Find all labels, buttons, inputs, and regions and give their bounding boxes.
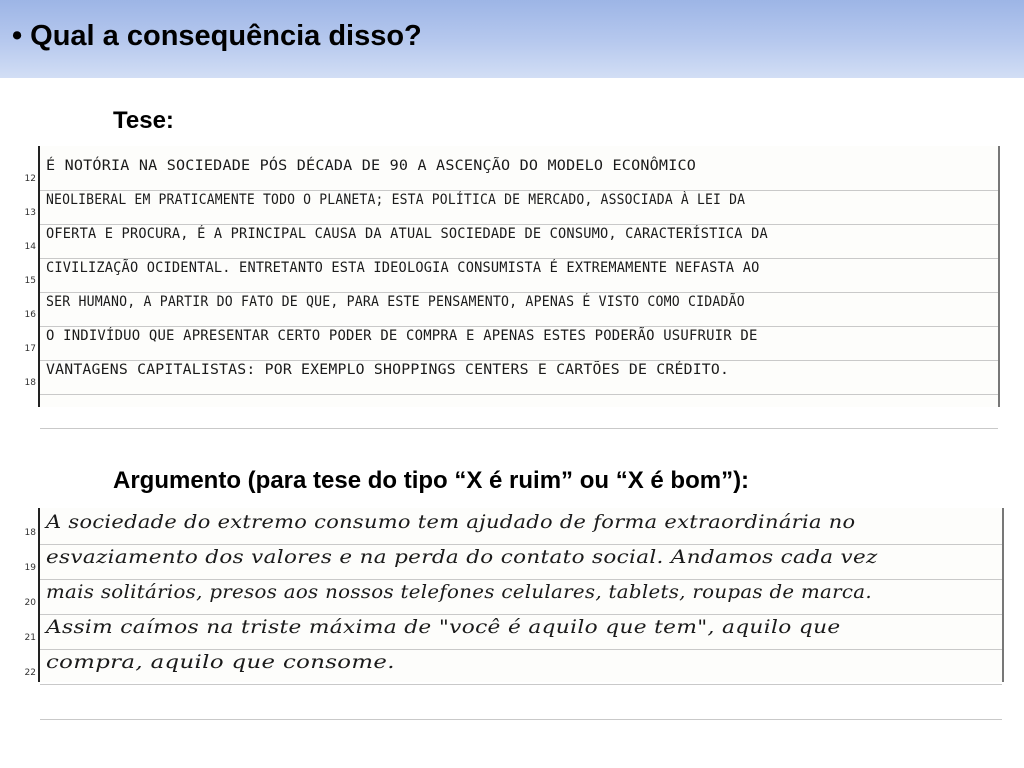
ruled-line <box>40 649 1002 650</box>
line-number: 20 <box>24 598 36 608</box>
thesis-handwriting-image <box>24 146 1000 407</box>
handwritten-line: VANTAGENS CAPITALISTAS: POR EXEMPLO SHOPPINGS CENTERS E CARTÕES DE CRÉDITO. <box>46 362 730 378</box>
thesis-label: Tese: <box>113 107 174 134</box>
line-number: 21 <box>24 633 36 643</box>
line-number: 13 <box>24 208 36 218</box>
ruled-line <box>40 258 998 259</box>
line-number: 22 <box>24 668 36 678</box>
slide-title-text: Qual a consequência disso? <box>30 20 422 52</box>
ruled-line <box>40 326 998 327</box>
line-number: 16 <box>24 310 36 320</box>
ruled-line <box>40 224 998 225</box>
line-number: 17 <box>24 344 36 354</box>
ruled-line <box>40 360 998 361</box>
line-number: 18 <box>24 378 36 388</box>
slide-title <box>12 20 422 53</box>
argument-label: Argumento (para tese do tipo “X é ruim” ou “X é bom”): <box>113 467 750 494</box>
handwritten-line: É NOTÓRIA NA SOCIEDADE PÓS DÉCADA DE 90 A ASCENÇÃO DO MODELO ECONÔMICO <box>46 158 697 174</box>
ruled-line <box>40 579 1002 580</box>
argument-handwriting-image <box>24 508 1004 682</box>
ruled-line <box>40 428 998 429</box>
ruled-line <box>40 190 998 191</box>
handwritten-line: A sociedade do extremo consumo tem ajudado de forma extraordinária no <box>46 511 856 533</box>
line-number: 14 <box>24 242 36 252</box>
ruled-line <box>40 684 1002 685</box>
line-number: 15 <box>24 276 36 286</box>
bullet-icon: • <box>12 20 23 52</box>
ruled-line <box>40 394 998 395</box>
handwritten-line: CIVILIZAÇÃO OCIDENTAL. ENTRETANTO ESTA IDEOLOGIA CONSUMISTA É EXTREMAMENTE NEFASTA AO <box>46 260 760 276</box>
title-banner <box>0 0 1024 78</box>
ruled-line <box>40 544 1002 545</box>
ruled-line <box>40 614 1002 615</box>
handwritten-line: mais solitários, presos aos nossos telefones celulares, tablets, roupas de marca. <box>46 581 872 603</box>
line-number: 19 <box>24 563 36 573</box>
handwritten-line: Assim caímos na triste máxima de "você é aquilo que tem", aquilo que <box>46 616 841 638</box>
handwritten-line: OFERTA E PROCURA, É A PRINCIPAL CAUSA DA ATUAL SOCIEDADE DE CONSUMO, CARACTERÍSTICA DA <box>46 226 768 242</box>
ruled-line <box>40 292 998 293</box>
handwritten-line: esvaziamento dos valores e na perda do contato social. Andamos cada vez <box>46 546 878 568</box>
handwritten-line: SER HUMANO, A PARTIR DO FATO DE QUE, PARA ESTE PENSAMENTO, APENAS É VISTO COMO CIDADÃO <box>46 294 745 310</box>
handwritten-line: compra, aquilo que consome. <box>46 651 395 673</box>
line-number: 18 <box>24 528 36 538</box>
handwritten-line: NEOLIBERAL EM PRATICAMENTE TODO O PLANETA; ESTA POLÍTICA DE MERCADO, ASSOCIADA À LEI DA <box>46 192 746 208</box>
ruled-line <box>40 719 1002 720</box>
handwritten-line: O INDIVÍDUO QUE APRESENTAR CERTO PODER DE COMPRA E APENAS ESTES PODERÃO USUFRUIR DE <box>46 328 758 344</box>
line-number: 12 <box>24 174 36 184</box>
